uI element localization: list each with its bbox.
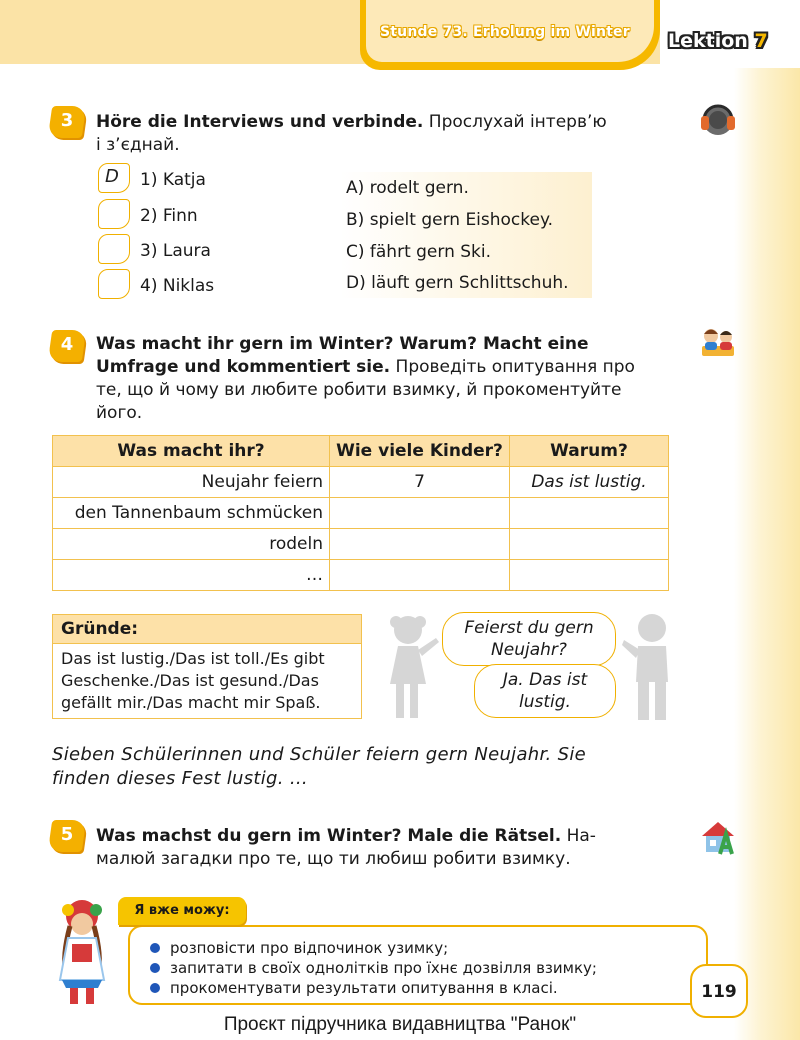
name-item-4: 4) Niklas <box>140 276 215 296</box>
speech-bubble-question: Feierst du gern Neujahr? <box>442 612 616 666</box>
option-c: C) fährt gern Ski. <box>346 242 492 262</box>
table-row <box>53 560 669 591</box>
exercise-5-number: 5 <box>50 820 84 852</box>
answer-box-3[interactable] <box>98 234 130 264</box>
house-letter-icon <box>698 816 738 856</box>
can-do-list <box>148 938 597 998</box>
cell-count[interactable] <box>330 529 510 560</box>
name-item-1: 1) Katja <box>140 170 206 190</box>
headphones-icon <box>698 98 738 138</box>
option-d: D) läuft gern Schlittschuh. <box>346 273 569 293</box>
unit-label: Lektion 7 <box>668 30 768 52</box>
cell-activity: rodeln <box>53 529 330 560</box>
exercise-3-number: 3 <box>50 106 84 138</box>
list-item: розповісти про відпочинок узимку; <box>148 938 597 958</box>
cell-activity: den Tannenbaum schmücken <box>53 498 330 529</box>
page-number: 119 <box>701 982 737 1002</box>
name-item-3: 3) Laura <box>140 241 211 261</box>
cell-activity: Neujahr feiern <box>53 467 330 498</box>
answer-box-1[interactable]: D <box>98 163 130 193</box>
cell-activity: … <box>53 560 330 591</box>
publisher-footer: Проєкт підручника видавництва "Ранок" <box>223 1014 577 1035</box>
children-talking-icon <box>698 322 738 362</box>
table-row <box>53 529 669 560</box>
girl-silhouette-icon <box>386 612 446 722</box>
table-row <box>53 467 669 498</box>
exercise-4-number: 4 <box>50 330 84 362</box>
table-row <box>53 498 669 529</box>
reasons-box <box>52 614 362 719</box>
cell-count[interactable] <box>330 560 510 591</box>
cell-reason[interactable] <box>510 529 669 560</box>
exercise-4-instruction: Was macht ihr gern im Winter? Warum? Macht eine Umfrage und kommentiert sie. Проведіть опитування про те, що й чому ви любите робити взимку, й прокоментуйте його. <box>96 334 635 423</box>
girl-in-folk-costume-icon <box>40 896 124 1010</box>
cell-reason[interactable]: Das ist lustig. <box>510 467 669 498</box>
reasons-title: Gründe: <box>53 615 361 644</box>
answer-box-2[interactable] <box>98 199 130 229</box>
lesson-title: Stunde 73. Erholung im Winter <box>380 24 630 40</box>
cell-reason[interactable] <box>510 560 669 591</box>
list-item: запитати в своїх однолітків про їхнє дозвілля взимку; <box>148 958 597 978</box>
cell-reason[interactable] <box>510 498 669 529</box>
cell-count[interactable]: 7 <box>330 467 510 498</box>
boy-silhouette-icon <box>620 612 676 724</box>
column-header-count: Wie viele Kinder? <box>330 436 510 467</box>
column-header-reason: Warum? <box>510 436 669 467</box>
column-header-activity: Was macht ihr? <box>53 436 330 467</box>
speech-bubble-answer: Ja. Das ist lustig. <box>474 664 616 718</box>
page-edge-strip <box>734 68 800 1040</box>
exercise-3-instruction: Höre die Interviews und verbinde. Прослухай інтерв’ю і з’єднай. <box>96 112 607 155</box>
exercise-5-instruction: Was machst du gern im Winter? Male die Rätsel. На- малюй загадки про те, що ти любиш робити взимку. <box>96 826 596 869</box>
survey-table <box>52 435 669 591</box>
sample-answer-text: Sieben Schülerinnen und Schüler feiern gern Neujahr. Sie finden dieses Fest lustig. ... <box>52 744 586 789</box>
can-do-title: Я вже можу: <box>118 897 246 925</box>
option-a: A) rodelt gern. <box>346 178 469 198</box>
option-b: B) spielt gern Eishockey. <box>346 210 554 230</box>
table-header-row <box>53 436 669 467</box>
name-item-2: 2) Finn <box>140 206 198 226</box>
reasons-text: Das ist lustig./Das ist toll./Es gibt Geschenke./Das ist gesund./Das gefällt mir./Das macht mir Spaß. <box>61 649 325 712</box>
cell-count[interactable] <box>330 498 510 529</box>
list-item: прокоментувати результати опитування в класі. <box>148 978 597 998</box>
answer-box-4[interactable] <box>98 269 130 299</box>
